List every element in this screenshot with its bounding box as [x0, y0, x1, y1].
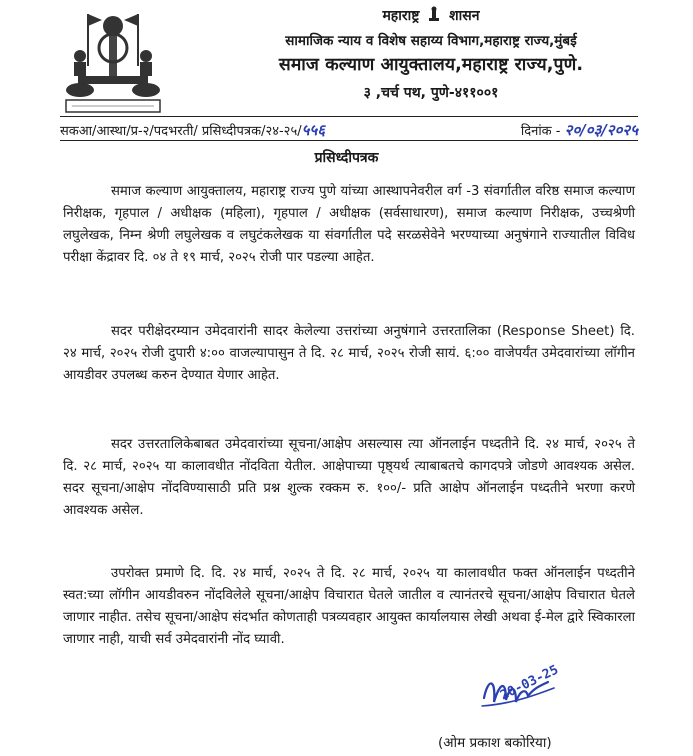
header-divider: [60, 116, 638, 117]
state-emblem-icon: [426, 6, 442, 22]
paragraph-response-sheet: सदर परीक्षेदरम्यान उमेदवारांनी सादर केलेल्या उत्तरांच्या अनुषंगाने उत्तरतालिका (Response Sheet) दि. २४ मार्च, २०२५ रोजी दुपारी ४:०० वाजल्यापासुन ते दि. २८ मार्च, २०२५ रोजी सायं. ६:०० वाजेपर्यंत उमेदवारांच्या लॉगीन आयडीवर उपलब्ध करुन देण्यात येणार आहेत.: [63, 324, 635, 383]
reference-prefix: सकआ/आस्था/प्र-२/पदभरती/ प्रसिध्दीपत्रक/२४-२५/: [60, 124, 302, 139]
header-address: ३ ,चर्च पथ, पुणे-४११००१: [363, 85, 499, 101]
samaj-kalyan-emblem-icon: [58, 6, 168, 114]
header-state-left: महाराष्ट्र: [382, 8, 420, 24]
header-state-right: शासन: [449, 8, 480, 24]
reference-date: [521, 120, 638, 140]
reference-divider: [60, 140, 638, 141]
date-label: दिनांक -: [520, 124, 561, 139]
header-state: [196, 6, 666, 25]
reference-number: [60, 120, 325, 140]
paragraph-exam-details: समाज कल्याण आयुक्तालय, महाराष्ट्र राज्य पुणे यांच्या आस्थापनेवरील वर्ग -3 संवर्गातील वरिष्ठ समाज कल्याण निरीक्षक, गृहपाल / अधीक्षक (महिला), गृहपाल / अधीक्षक (सर्वसाधारण), समाज कल्याण निरीक्षक, उच्चश्रेणी लघुलेखक, निम्न श्रेणी लघुलेखक व लघुटंकलेखक या संवर्गातील पदे सरळसेवेने भरण्याच्या अनुषंगाने राज्यातील विविध परीक्षा केंद्रावर दि. ०४ ते १९ मार्च, २०२५ रोजी पार पडल्या आहेत.: [63, 184, 635, 265]
header-office: समाज कल्याण आयुक्तालय,महाराष्ट्र राज्य,पुणे.: [278, 55, 584, 75]
document-title: प्रसिध्दीपत्रक: [314, 150, 379, 166]
signature-date: 20-03-25: [498, 662, 561, 704]
signatory-name: (ओम प्रकाश बकोरिया): [438, 735, 552, 751]
header-department: सामाजिक न्याय व विशेष सहाय्य विभाग,महाराष्ट्र राज्य,मुंबई: [285, 33, 577, 49]
date-value: २०/०३/२०२५: [564, 121, 638, 139]
reference-handwritten-number: ५५६: [301, 121, 325, 139]
paragraph-final-note: उपरोक्त प्रमाणे दि. दि. २४ मार्च, २०२५ ते दि. २८ मार्च, २०२५ या कालावधीत फक्त ऑनलाईन पध्दतीने स्वत:च्या लॉगीन आयडीवरुन नोंदविलेले सूचना/आक्षेप विचारात घेतले जातील व त्यानंतरचे सूचना/आक्षेप विचारात घेतले जाणार नाहीत. तसेच सूचना/आक्षेप संदर्भात कोणताही पत्रव्यवहार आयुक्त कार्यालयास लेखी अथवा ई-मेल द्वारे स्विकारला जाणार नाही, याची सर्व उमेदवारांनी नोंद घ्यावी.: [63, 566, 635, 647]
paragraph-objections: सदर उत्तरतालिकेबाबत उमेदवारांच्या सूचना/आक्षेप असल्यास त्या ऑनलाईन पध्दतीने दि. २४ मार्च, २०२५ ते दि. २८ मार्च, २०२५ या कालावधीत नोंदविता येतील. आक्षेपाच्या पृष्ठ्यर्थ त्याबाबतचे कागदपत्रे जोडणे आवश्यक असेल. सदर सूचना/आक्षेप नोंदविण्यासाठी प्रति प्रश्न शुल्क रक्कम रु. १००/- प्रति आक्षेप ऑनलाईन पध्दतीने भरणा करणे आवश्यक असेल.: [63, 437, 635, 518]
